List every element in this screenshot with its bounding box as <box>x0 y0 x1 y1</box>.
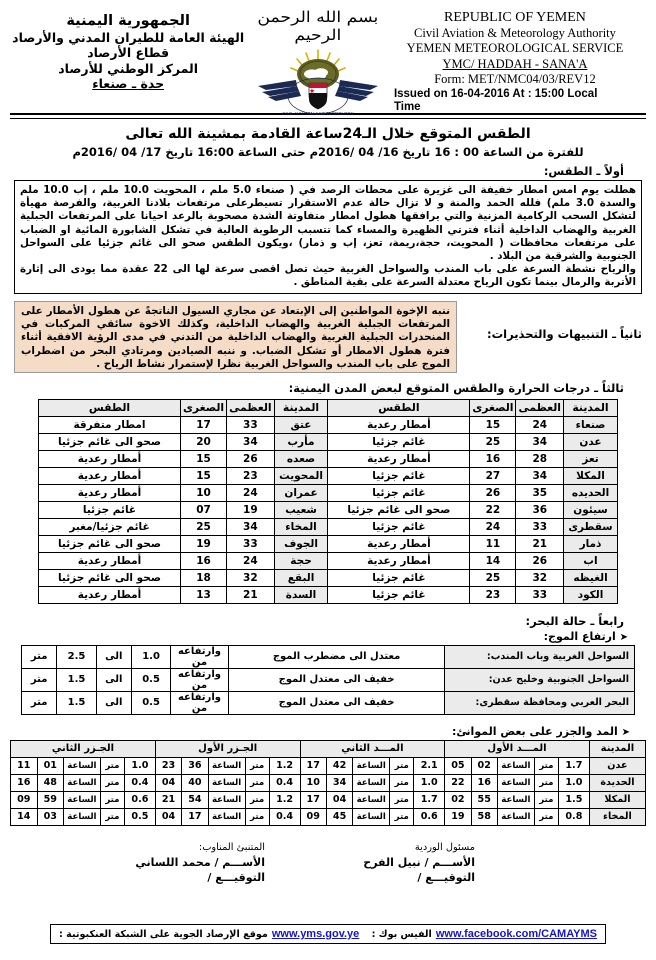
cell-unit-meter: متر <box>390 774 414 791</box>
cell-max: 34 <box>227 518 275 535</box>
cell-unit-meter: متر <box>534 774 558 791</box>
cell-weather: أمطار رعدية <box>39 586 181 603</box>
cell-tide-height: 0.4 <box>269 774 300 791</box>
table-row <box>11 757 646 774</box>
section-weather-label: أولاً ـ الطقس: <box>543 164 624 178</box>
cell-from-value: 1.0 <box>131 645 170 668</box>
th-weather-right: الطقس <box>328 399 470 416</box>
cell-tide-mm: 10 <box>300 774 326 791</box>
header-en-line3: YEMEN METEOROLOGICAL SERVICE <box>406 41 624 55</box>
cell-max: 24 <box>227 484 275 501</box>
cell-unit-hour: الساعة <box>208 757 245 774</box>
weather-paragraph-1: هطلت يوم امس امطار خفيفة الى غزيرة على محطات الرصد في ( صنعاء 5.0 ملم ، المحويت 10.0 ملم ، إب 10.0 ملم والسدة 3.0 ملم) فلله الحمد والمنة و لا تزال حالة عدم الاستقرار تسيطرعلى مرتفعات بلادنا الغربية، والفرصة مهيأة لتشكل السحب الركامية المزنية والتي يرافقها هطول امطار متفاوتة الشدة مصحوبة بالرعد احيانا على المرتفعات الجبلية الغربية والهضاب الداخلية أثناء فترتي الظهيرة والمساء كما تتسبب الرطوبة العالية في تشكل الشابورة المائية او الضباب على مرتفعات محافظات ( المحويت، حجة،ريمة، تعز، إب و ذمار) ،ويكون الطقس صحو الى غائم جزئيا على السواحل الجنوبية والشرقية من البلاد . <box>20 184 637 263</box>
cell-tide-mm: 05 <box>445 757 471 774</box>
cell-tide-mm: 09 <box>300 808 326 825</box>
cell-port-city: المخاء <box>589 808 645 825</box>
cell-city: تعز <box>564 450 618 467</box>
basmala-calligraphy: بسم الله الرحمن الرحيم <box>257 8 379 44</box>
sea-state-table <box>21 645 635 715</box>
cell-tide-hh: 04 <box>326 791 352 808</box>
cell-tide-height: 1.2 <box>269 757 300 774</box>
table-row <box>39 501 618 518</box>
website-group <box>59 928 359 940</box>
header-en-line5: Form: MET/NMC04/03/REV12 <box>434 72 596 86</box>
sea-section-head <box>14 614 642 643</box>
header-en-line4: YMC/ HADDAH - SANA'A <box>442 56 588 71</box>
th-max-right: العظمى <box>516 399 564 416</box>
cell-tide-height: 1.0 <box>558 774 589 791</box>
cell-to-label: الى <box>96 668 131 691</box>
logo-area <box>244 6 392 118</box>
cell-unit-hour: الساعة <box>63 808 100 825</box>
cell-unit-meter: متر <box>245 808 269 825</box>
footer <box>0 924 656 944</box>
cell-city: مأرب <box>274 433 328 450</box>
cell-unit-hour: الساعة <box>353 808 390 825</box>
cell-tide-height: 1.0 <box>124 757 155 774</box>
cell-tide-hh: 59 <box>37 791 63 808</box>
cell-weather: أمطار رعدية <box>328 450 470 467</box>
header-arabic-block <box>12 6 244 92</box>
header-ar-line4: المركز الوطني للأرصاد <box>58 60 199 76</box>
cell-tide-height: 1.0 <box>414 774 445 791</box>
cell-unit-meter: متر <box>534 757 558 774</box>
table-row <box>22 668 635 691</box>
table-row <box>39 552 618 569</box>
th-weather-left: الطقس <box>39 399 181 416</box>
table-row <box>39 433 618 450</box>
cell-tide-hh: 55 <box>471 791 497 808</box>
cell-min: 15 <box>180 450 226 467</box>
tides-bullet <box>8 725 630 738</box>
weather-text-box <box>14 180 642 294</box>
bullet-arrow-icon: ➤ <box>619 631 628 643</box>
sea-table-body <box>22 645 635 714</box>
th-min-left: الصغرى <box>180 399 226 416</box>
cell-unit-meter: متر <box>534 808 558 825</box>
cell-unit-hour: الساعة <box>63 791 100 808</box>
th-ebb2: الجـزر الثاني <box>11 740 156 757</box>
cell-weather: صحو الى غائم جزئيا <box>39 433 181 450</box>
cell-unit-hour: الساعة <box>208 808 245 825</box>
cell-tide-mm: 17 <box>300 791 326 808</box>
table-row <box>39 450 618 467</box>
signature-shift-supervisor <box>265 840 525 885</box>
cell-weather: غائم جزئيا <box>328 518 470 535</box>
cell-weather: غائم جزئيا <box>328 467 470 484</box>
cell-tide-mm: 09 <box>11 791 38 808</box>
table-row <box>22 645 635 668</box>
cell-city: عدن <box>564 433 618 450</box>
cell-unit-hour: الساعة <box>208 774 245 791</box>
cell-tide-height: 0.6 <box>414 808 445 825</box>
table-row <box>39 518 618 535</box>
cell-max: 32 <box>516 569 564 586</box>
th-min-right: الصغرى <box>470 399 516 416</box>
cell-max: 24 <box>227 552 275 569</box>
cell-unit: متر <box>22 668 57 691</box>
cell-weather: أمطار رعدية <box>39 484 181 501</box>
cell-min: 23 <box>470 586 516 603</box>
cell-tide-height: 0.4 <box>269 808 300 825</box>
cell-weather: غائم جزئيا <box>328 569 470 586</box>
cell-tide-hh: 54 <box>182 791 208 808</box>
cell-min: 11 <box>470 535 516 552</box>
header-en-line2: Civil Aviation & Meteorology Authority <box>414 25 616 40</box>
cell-city: المخاء <box>274 518 328 535</box>
table-row <box>11 774 646 791</box>
temperature-table <box>38 399 618 604</box>
cell-tide-height: 1.5 <box>558 791 589 808</box>
cell-tide-mm: 22 <box>445 774 471 791</box>
header-ar-line2: الهيئة العامة للطيران المدني والأرصاد <box>12 29 245 45</box>
cell-unit-hour: الساعة <box>353 791 390 808</box>
table-row <box>39 569 618 586</box>
cell-max: 33 <box>227 416 275 433</box>
cell-from-value: 0.5 <box>131 668 170 691</box>
supervisor-sign: التوقيـــع / <box>417 870 475 884</box>
cell-city: البقع <box>274 569 328 586</box>
cell-weather: غائم جزئيا <box>328 484 470 501</box>
table-row <box>39 484 618 501</box>
cell-city: صنعاء <box>564 416 618 433</box>
bullet-arrow-icon-2: ➤ <box>621 726 630 738</box>
cell-city: السدة <box>274 586 328 603</box>
cell-unit-meter: متر <box>390 808 414 825</box>
civil-aviation-meteorology-emblem <box>252 46 384 118</box>
cell-tide-mm: 23 <box>155 757 181 774</box>
cell-tide-height: 0.6 <box>124 791 155 808</box>
cell-max: 33 <box>516 586 564 603</box>
cell-city: المحويت <box>274 467 328 484</box>
validity-period: للفترة من الساعة 00 : 16 تاريخ 16/ 04 /2016م حتى الساعة 16:00 تاريخ 17/ 04 /2016م <box>72 145 584 159</box>
cell-unit: متر <box>22 691 57 714</box>
cell-weather: أمطار رعدية <box>39 552 181 569</box>
cell-min: 15 <box>470 416 516 433</box>
cell-to-label: الى <box>96 645 131 668</box>
cell-unit-meter: متر <box>100 791 124 808</box>
header-english-block <box>392 6 638 113</box>
forecaster-name: الأســـم / محمد اللساني <box>135 855 265 869</box>
section-warnings-label: ثانياً ـ التنبيهات والتحذيرات: <box>486 326 642 341</box>
cell-max: 36 <box>516 501 564 518</box>
cell-tide-mm: 02 <box>445 791 471 808</box>
cell-max: 21 <box>227 586 275 603</box>
cell-weather: غائم جزئيا/مغبر <box>39 518 181 535</box>
cell-city: ذمار <box>564 535 618 552</box>
cell-unit-hour: الساعة <box>353 774 390 791</box>
cell-unit-meter: متر <box>100 808 124 825</box>
tide-table-body <box>11 757 646 825</box>
cell-city: اب <box>564 552 618 569</box>
cell-weather: أمطار رعدية <box>328 552 470 569</box>
cell-city: الغيظه <box>564 569 618 586</box>
cell-min: 16 <box>470 450 516 467</box>
tides-label: المد والجزر على بعض الموانئ: <box>451 724 618 738</box>
cell-sea-state: خفيف الى معتدل الموج <box>228 668 445 691</box>
header-ar-line3: قطاع الأرصاد <box>87 45 170 60</box>
weather-paragraph-2: والرياح نشطة السرعة على باب المندب والسواحل الغربية حيث تصل اقصى سرعة لها الى 22 عقدة مما يودى الى إثارة الأتربة والرمال بينما تكون الرياح معتدلة السرعة على بقية المناطق . <box>20 263 636 289</box>
cell-unit-meter: متر <box>100 774 124 791</box>
cell-min: 14 <box>470 552 516 569</box>
cell-min: 25 <box>180 518 226 535</box>
document-header <box>8 0 648 116</box>
temperature-table-body <box>39 416 618 603</box>
tide-header-row <box>11 740 646 757</box>
cell-sea-area: البحر العربي ومحافظة سقطرى: <box>445 691 635 714</box>
forecaster-sign: التوقيـــع / <box>207 870 265 884</box>
cell-unit-hour: الساعة <box>497 774 534 791</box>
facebook-link[interactable]: www.facebook.com/CAMAYMS <box>435 928 597 940</box>
issued-time-label: Time <box>393 100 421 113</box>
table-row <box>11 791 646 808</box>
cell-from-value: 0.5 <box>131 691 170 714</box>
cell-max: 32 <box>227 569 275 586</box>
cell-unit-meter: متر <box>390 757 414 774</box>
cell-tide-height: 0.8 <box>558 808 589 825</box>
cell-min: 27 <box>470 467 516 484</box>
supervisor-name: الأســـم / نبيل الفرح <box>363 855 475 869</box>
wave-height-label: ارتفاع الموج: <box>543 629 616 643</box>
cell-city: الكود <box>564 586 618 603</box>
cell-tide-hh: 03 <box>37 808 63 825</box>
cell-city: عمران <box>274 484 328 501</box>
table-row <box>22 691 635 714</box>
cell-to-label: الى <box>96 691 131 714</box>
cell-port-city: الحديدة <box>589 774 645 791</box>
cell-unit-hour: الساعة <box>353 757 390 774</box>
cell-weather: صحو الى غائم جزئيا <box>39 535 181 552</box>
cell-city: صعده <box>274 450 328 467</box>
cell-unit-meter: متر <box>534 791 558 808</box>
th-tide1: المـــد الأول <box>445 740 590 757</box>
facebook-label: الفيس بوك : <box>371 928 432 940</box>
cell-tide-mm: 19 <box>445 808 471 825</box>
cell-weather: غائم جزئيا <box>328 586 470 603</box>
cell-min: 22 <box>470 501 516 518</box>
cell-min: 18 <box>180 569 226 586</box>
header-en-line1: REPUBLIC OF YEMEN <box>444 10 586 25</box>
cell-tide-hh: 02 <box>471 757 497 774</box>
table-row <box>11 808 646 825</box>
cell-sea-area: السواحل الغربية وباب المندب: <box>445 645 635 668</box>
cell-tide-height: 0.4 <box>124 774 155 791</box>
cell-tide-mm: 11 <box>11 757 38 774</box>
cell-min: 07 <box>180 501 226 518</box>
cell-unit: متر <box>22 645 57 668</box>
facebook-group <box>372 928 597 940</box>
cell-city: الجوف <box>274 535 328 552</box>
cell-sea-state: معتدل الى مضطرب الموج <box>228 645 445 668</box>
cell-port-city: عدن <box>589 757 645 774</box>
cell-min: 17 <box>180 416 226 433</box>
table-row <box>39 467 618 484</box>
website-link[interactable]: www.yms.gov.ye <box>271 928 360 940</box>
cell-max: 26 <box>227 450 275 467</box>
cell-unit-hour: الساعة <box>63 774 100 791</box>
cell-tide-mm: 14 <box>11 808 38 825</box>
warnings-text-box <box>14 301 457 373</box>
issued-on-line: Issued on 16-04-2016 At : 15:00 Local <box>393 87 598 100</box>
header-ar-line5: حدة ـ صنعاء <box>92 76 165 91</box>
cell-tide-height: 1.2 <box>269 791 300 808</box>
cell-tide-hh: 34 <box>326 774 352 791</box>
cell-city: المكلا <box>564 467 618 484</box>
supervisor-role: مسئول الوردية <box>414 841 475 853</box>
cell-port-city: المكلا <box>589 791 645 808</box>
cell-tide-hh: 17 <box>182 808 208 825</box>
cell-min: 13 <box>180 586 226 603</box>
th-city-left: المدينة <box>274 399 328 416</box>
cell-tide-mm: 21 <box>155 791 181 808</box>
cell-from-label: وارتفاعه من <box>171 691 228 714</box>
cell-tide-hh: 01 <box>37 757 63 774</box>
cell-unit-hour: الساعة <box>497 757 534 774</box>
cell-min: 26 <box>470 484 516 501</box>
cell-weather: غائم جزئيا <box>39 501 181 518</box>
cell-min: 20 <box>180 433 226 450</box>
cell-unit-meter: متر <box>245 791 269 808</box>
cell-unit-meter: متر <box>100 757 124 774</box>
cell-from-label: وارتفاعه من <box>171 668 228 691</box>
cell-weather: أمطار رعدية <box>39 450 181 467</box>
cell-max: 19 <box>227 501 275 518</box>
cell-max: 23 <box>227 467 275 484</box>
table-header-row <box>39 399 618 416</box>
section-temperature-label: ثالثاً ـ درجات الحرارة والطقس المتوقع لبعض المدن اليمنية: <box>288 380 624 395</box>
cell-tide-hh: 42 <box>326 757 352 774</box>
cell-weather: غائم جزئيا <box>328 433 470 450</box>
cell-to-value: 1.5 <box>57 668 96 691</box>
cell-weather: أمطار رعدية <box>39 467 181 484</box>
cell-tide-hh: 40 <box>182 774 208 791</box>
cell-tide-mm: 04 <box>155 808 181 825</box>
cell-city: الحديده <box>564 484 618 501</box>
cell-max: 28 <box>516 450 564 467</box>
cell-max: 21 <box>516 535 564 552</box>
cell-max: 34 <box>516 433 564 450</box>
cell-min: 10 <box>180 484 226 501</box>
th-city-right: المدينة <box>564 399 618 416</box>
cell-weather: صحو الى غائم جزئيا <box>39 569 181 586</box>
cell-tide-mm: 17 <box>300 757 326 774</box>
cell-unit-hour: الساعة <box>497 791 534 808</box>
cell-max: 26 <box>516 552 564 569</box>
cell-min: 16 <box>180 552 226 569</box>
cell-to-value: 1.5 <box>57 691 96 714</box>
cell-unit-meter: متر <box>245 757 269 774</box>
cell-weather: أمطار رعدية <box>328 416 470 433</box>
cell-min: 15 <box>180 467 226 484</box>
cell-unit-meter: متر <box>390 791 414 808</box>
cell-city: سيئون <box>564 501 618 518</box>
th-tide2: المـــد الثاني <box>300 740 445 757</box>
cell-max: 33 <box>227 535 275 552</box>
cell-tide-height: 1.7 <box>558 757 589 774</box>
cell-max: 34 <box>516 467 564 484</box>
cell-from-label: وارتفاعه من <box>171 645 228 668</box>
cell-tide-mm: 16 <box>11 774 38 791</box>
cell-min: 25 <box>470 569 516 586</box>
section-sea-label: رابعاً ـ حالة البحر: <box>525 613 624 628</box>
cell-sea-area: السواحل الجنوبية وخليج عدن: <box>445 668 635 691</box>
cell-tide-hh: 48 <box>37 774 63 791</box>
cell-max: 34 <box>227 433 275 450</box>
cell-max: 35 <box>516 484 564 501</box>
tide-table-wrap <box>10 740 646 826</box>
footer-links-box <box>50 924 606 944</box>
cell-tide-hh: 58 <box>471 808 497 825</box>
cell-tide-hh: 45 <box>326 808 352 825</box>
forecaster-role: المتنبئ المناوب: <box>198 841 265 853</box>
cell-weather: أمطار رعدية <box>328 535 470 552</box>
cell-tide-hh: 16 <box>471 774 497 791</box>
cell-max: 24 <box>516 416 564 433</box>
cell-unit-hour: الساعة <box>497 808 534 825</box>
website-label: موقع الإرصاد الجوية على الشبكة العنكبوتية : <box>59 928 268 940</box>
header-ar-line1: الجمهورية اليمنية <box>66 13 190 29</box>
signature-row <box>20 840 636 885</box>
th-tide-city: المدينة <box>589 740 645 757</box>
th-max-left: العظمى <box>227 399 275 416</box>
table-row <box>39 535 618 552</box>
cell-city: عتق <box>274 416 328 433</box>
cell-weather: امطار متفرقة <box>39 416 181 433</box>
temperature-table-wrap <box>14 399 642 604</box>
tide-table <box>10 740 646 826</box>
warnings-row <box>14 301 642 373</box>
cell-tide-height: 2.1 <box>414 757 445 774</box>
cell-city: حجة <box>274 552 328 569</box>
cell-tide-hh: 36 <box>182 757 208 774</box>
cell-max: 33 <box>516 518 564 535</box>
sea-table-wrap <box>14 645 642 715</box>
cell-tide-height: 1.7 <box>414 791 445 808</box>
cell-min: 19 <box>180 535 226 552</box>
cell-unit-meter: متر <box>245 774 269 791</box>
signature-forecaster <box>20 840 265 885</box>
cell-min: 25 <box>470 433 516 450</box>
cell-min: 24 <box>470 518 516 535</box>
cell-unit-hour: الساعة <box>208 791 245 808</box>
cell-unit-hour: الساعة <box>63 757 100 774</box>
page-title: الطقس المتوقع خلال الـ24ساعة القادمة بمشينة الله تعالى <box>125 126 531 142</box>
cell-to-value: 2.5 <box>57 645 96 668</box>
cell-tide-height: 0.5 <box>124 808 155 825</box>
cell-tide-mm: 04 <box>155 774 181 791</box>
cell-city: سقطرى <box>564 518 618 535</box>
warnings-paragraph: ننبه الإخوة المواطنين إلى الإبتعاد عن مجاري السيول الناتجةً عن هطول الأمطار على المرتفعات الجبلية الغربية والهضاب الداخلية، وكذلك الاخوة سائقي المركبات في المنحدرات الجبلية الغربية والهضاب الداخلية من التدني في مدى الرؤية الافقية أثناء فترة هطول الامطار أو تشكل الضباب. و ننبه الصيادين ومرتادي البحر من اضطراب الموج على باب المندب والسواحل الغربية نظرا لإستمرار نشاط الرياح . <box>21 304 450 371</box>
table-row <box>39 416 618 433</box>
table-row <box>39 586 618 603</box>
cell-sea-state: خفيف الى معتدل الموج <box>228 691 445 714</box>
cell-weather: صحو الى غائم جزئيا <box>328 501 470 518</box>
svg-text:CIVIL AVIATION & METEOROLOGY: CIVIL AVIATION & METEOROLOGY <box>282 111 354 116</box>
wave-height-bullet <box>14 630 628 643</box>
cell-city: شعيب <box>274 501 328 518</box>
th-ebb1: الجـزر الأول <box>155 740 300 757</box>
